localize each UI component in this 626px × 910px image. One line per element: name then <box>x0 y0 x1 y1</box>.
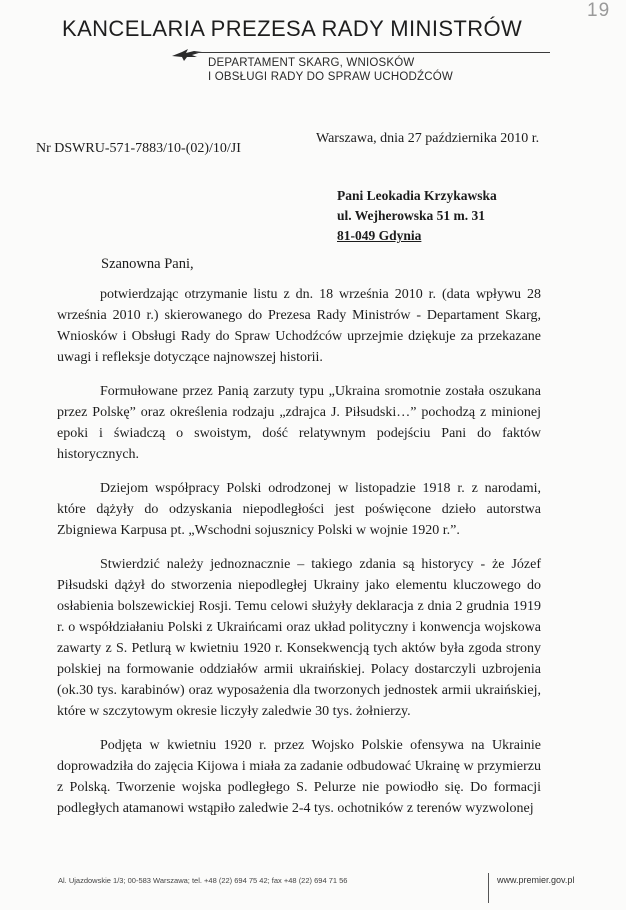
addressee-name: Pani Leokadia Krzykawska <box>337 188 497 203</box>
footer-website: www.premier.gov.pl <box>497 875 575 885</box>
letter-body <box>57 284 541 832</box>
page-number-mark: 19 <box>587 0 611 21</box>
footer-divider <box>488 873 489 903</box>
reference-number: Nr DSWRU-571-7883/10-(02)/10/JI <box>36 141 241 156</box>
addressee-city: 81-049 Gdynia <box>337 228 422 243</box>
paragraph: Dziejom współpracy Polski odrodzonej w listopadzie 1918 r. z narodami, które dążyły do odzyskania niepodległości jest poświęcone dzieło autorstwa Zbigniewa Karpusa pt. „Wschodni sojusznicy Polski w wojnie 1920 r.”. <box>57 481 541 538</box>
letterhead-rule <box>196 52 550 53</box>
salutation: Szanowna Pani, <box>101 256 194 272</box>
footer-address: Al. Ujazdowskie 1/3; 00-583 Warszawa; tel. +48 (22) 694 75 42; fax +48 (22) 694 71 56 <box>58 876 348 885</box>
addressee-street: ul. Wejherowska 51 m. 31 <box>337 208 486 223</box>
paragraph: Stwierdzić należy jednoznacznie – takiego zdania są historycy - że Józef Piłsudski dążył do stworzenia niepodległej Ukrainy jako elementu kluczowego do osłabienia bolszewickiej Rosji. Temu celowi służyły deklaracja z dnia 2 grudnia 1919 r. o współdziałaniu Polski z Ukraińcami oraz układ polityczny i konwencja wojskowa zawarty z S. Petlurą w kwietniu 1920 r. Konsekwencją tych aktów była zgoda strony polskiej na formowanie oddziałów armii ukraińskiej. Polacy dostarczyli uzbrojenia (ok.30 tys. karabinów) oraz wyposażenia dla tworzonych jednostek armii ukraińskiej, które w szczytowym okresie liczyły zaledwie 30 tys. żołnierzy. <box>57 557 541 719</box>
paragraph: potwierdzając otrzymanie listu z dn. 18 września 2010 r. (data wpływu 28 września 2010 r.) skierowanego do Prezesa Rady Ministrów - Departament Skarg, Wniosków i Obsługi Rady do Spraw Uchodźców uprzejmie dziękuje za przekazane uwagi i refleksje dotyczące najnowszej historii. <box>57 287 541 365</box>
paragraph: Podjęta w kwietniu 1920 r. przez Wojsko Polskie ofensywa na Ukrainie doprowadziła do zajęcia Kijowa i miała za zadanie odbudować Ukrainę w przymierzu z Polską. Tworzenie wojska podległego S. Pelurze nie powiodło się. Do formacji podległych atamanowi wstąpiło zaledwie 2-4 tys. ochotników z terenów wyzwolonej <box>57 738 541 816</box>
paragraph: Formułowane przez Panią zarzuty typu „Ukraina sromotnie została oszukana przez Polskę” oraz określenia rodzaju „zdrajca J. Piłsudski…” pochodzą z minionej epoki i świadczą o swoistym, dość relatywnym podejściu Pani do faktów historycznych. <box>57 384 541 462</box>
addressee-block <box>337 186 497 246</box>
letterhead-title: KANCELARIA PREZESA RADY MINISTRÓW <box>62 16 523 41</box>
eagle-emblem-icon <box>170 47 204 63</box>
department-name <box>208 56 453 84</box>
department-line-2: I OBSŁUGI RADY DO SPRAW UCHODŹCÓW <box>208 71 453 83</box>
place-and-date: Warszawa, dnia 27 października 2010 r. <box>316 131 540 146</box>
department-line-1: DEPARTAMENT SKARG, WNIOSKÓW <box>208 57 415 69</box>
